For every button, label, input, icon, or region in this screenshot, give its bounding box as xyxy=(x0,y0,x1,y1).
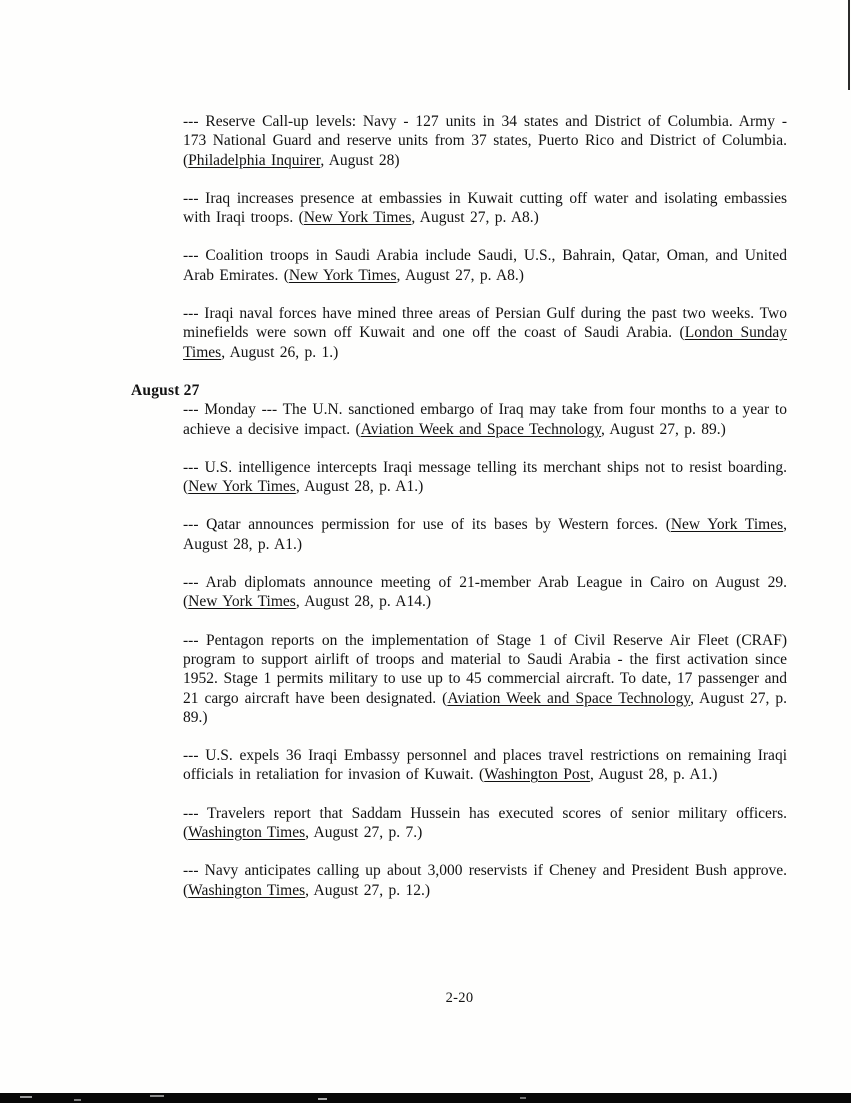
paragraph xyxy=(183,515,787,554)
paragraph xyxy=(183,573,787,612)
document-blocks xyxy=(131,112,788,919)
paragraph xyxy=(183,304,787,362)
paragraph-text: --- Iraq increases presence at embassies in Kuwait cutting off water and isolating embassies with Iraqi troops. ( xyxy=(183,189,787,227)
paragraph-text: , August 27, p. 12.) xyxy=(305,881,430,899)
citation-source: New York Times xyxy=(670,516,784,534)
citation-source: Aviation Week and Space Technology xyxy=(360,420,601,438)
paragraph-text: , August 28, p. A1.) xyxy=(183,516,787,553)
citation-source: Washington Times xyxy=(188,881,306,899)
paragraph-text: --- Navy anticipates calling up about 3,000 reservists if Cheney and President Bush approve. ( xyxy=(183,862,787,899)
paragraph-text: --- Iraqi naval forces have mined three areas of Persian Gulf during the past two weeks. Two minefields were sown off Kuwait and one off the coast of Saudi Arabia. ( xyxy=(183,305,787,342)
paragraph xyxy=(183,861,787,900)
citation-source: Washington Post xyxy=(484,766,590,784)
paragraph-text: , August 27, p. A8.) xyxy=(396,266,524,284)
scan-edge-artifact xyxy=(848,0,850,90)
paragraph-text: --- Pentagon reports on the implementation of Stage 1 of Civil Reserve Air Fleet (CRAF) program to support airlift of troops and material to Saudi Arabia - the first activation since 1952. Stage 1 permits military to use up to 45 commercial aircraft. To date, 17 passenger and 21 cargo aircraft have been designated. ( xyxy=(183,631,787,707)
paragraph-text: , August 26, p. 1.) xyxy=(221,343,339,361)
citation-source: Washington Times xyxy=(188,824,306,842)
scan-bottom-band-artifact xyxy=(0,1093,851,1103)
citation-source: Aviation Week and Space Technology xyxy=(447,689,691,707)
paragraph-text: , August 27, p. A8.) xyxy=(411,209,539,227)
paragraph-text: , August 28, p. A1.) xyxy=(295,478,424,496)
citation-source: Philadelphia Inquirer xyxy=(188,151,321,169)
paragraph-text: --- Arab diplomats announce meeting of 21-member Arab League in Cairo on August 29. ( xyxy=(183,574,787,611)
paragraph xyxy=(183,458,787,497)
paragraph xyxy=(183,112,787,170)
scan-speck xyxy=(318,1098,327,1100)
paragraph xyxy=(183,189,787,228)
page-number: 2-20 xyxy=(445,990,474,1006)
scan-speck xyxy=(150,1095,164,1097)
scan-speck xyxy=(74,1099,81,1101)
paragraph-text: --- Qatar announces permission for use of its bases by Western forces. ( xyxy=(183,516,671,534)
paragraph xyxy=(183,400,787,439)
citation-source: London Sunday Times xyxy=(183,324,788,361)
paragraph-text: , August 27, p. 89.) xyxy=(600,420,726,438)
paragraph-text: --- U.S. intelligence intercepts Iraqi message telling its merchant ships not to resist boarding. ( xyxy=(183,458,787,496)
citation-source: New York Times xyxy=(303,209,412,227)
paragraph-text: , August 28, p. A14.) xyxy=(295,593,432,611)
paragraph xyxy=(183,631,787,727)
citation-source: New York Times xyxy=(188,478,296,496)
citation-source: New York Times xyxy=(188,593,296,611)
paragraph-text: --- Travelers report that Saddam Hussein has executed scores of senior military officers. ( xyxy=(183,804,787,842)
scan-speck xyxy=(20,1096,32,1098)
paragraph xyxy=(183,246,787,285)
paragraph-text: , August 27, p. 89.) xyxy=(183,689,787,726)
section-heading: August 27 xyxy=(131,381,200,399)
scan-speck xyxy=(520,1097,526,1099)
paragraph-text: --- Coalition troops in Saudi Arabia include Saudi, U.S., Bahrain, Qatar, Oman, and United Arab Emirates. ( xyxy=(183,247,787,284)
paragraph-text: --- Reserve Call-up levels: Navy - 127 units in 34 states and District of Columbia. Army - 173 National Guard and reserve units from 37 states, Puerto Rico and District of Columbia. ( xyxy=(183,113,787,169)
paragraph-text: , August 28) xyxy=(320,151,400,169)
paragraph-text: , August 27, p. 7.) xyxy=(305,824,423,842)
paragraph-text: --- U.S. expels 36 Iraqi Embassy personnel and places travel restrictions on remaining Iraqi officials in retaliation for invasion of Kuwait. ( xyxy=(183,747,787,784)
paragraph xyxy=(183,746,787,785)
paragraph xyxy=(183,804,787,843)
paragraph-text: --- Monday --- The U.N. sanctioned embargo of Iraq may take from four months to a year to achieve a decisive impact. ( xyxy=(183,401,787,438)
citation-source: New York Times xyxy=(288,266,397,284)
paragraph-text: , August 28, p. A1.) xyxy=(589,766,718,784)
